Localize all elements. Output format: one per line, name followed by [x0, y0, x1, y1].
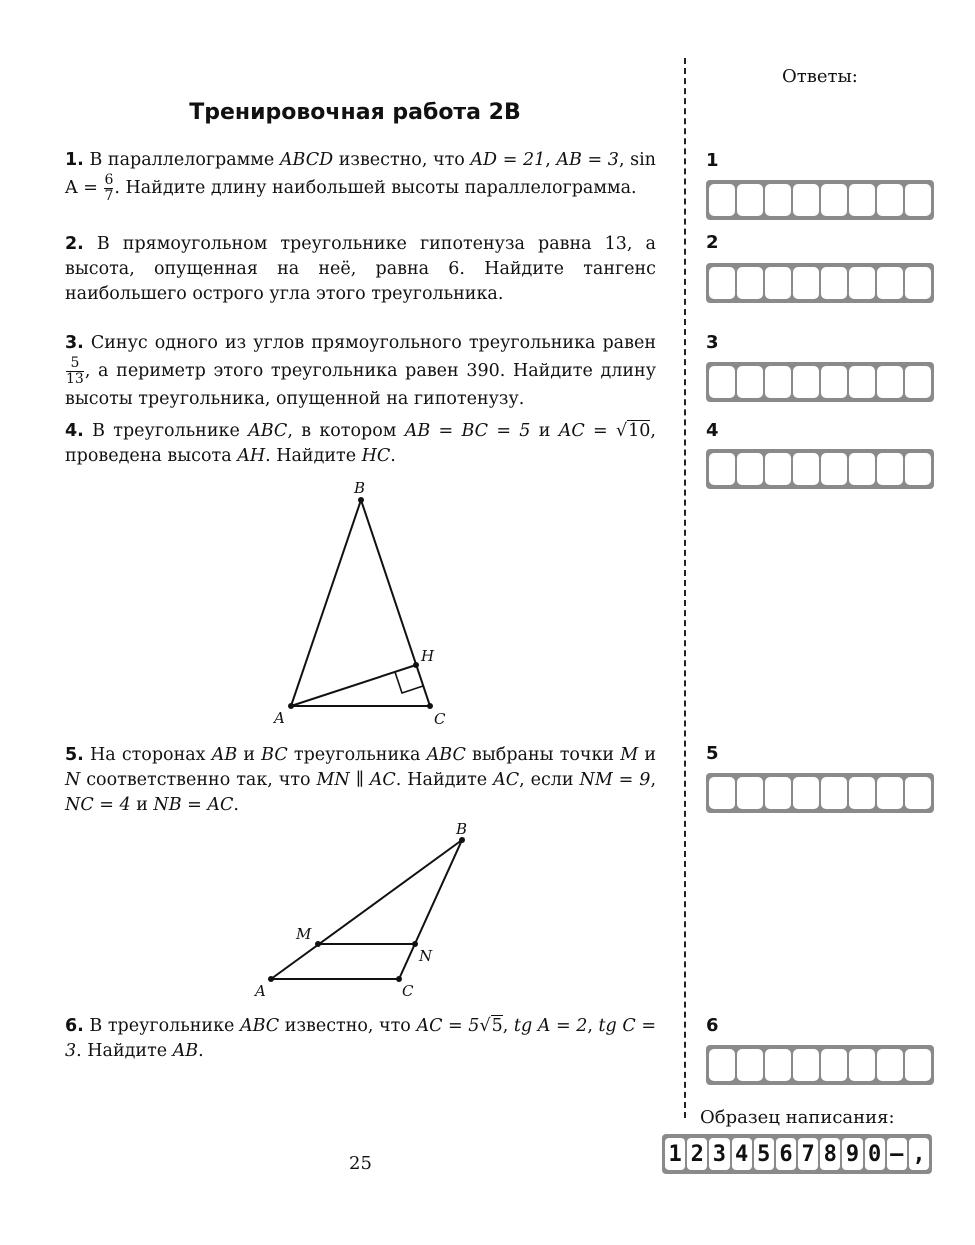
text: известно, что — [279, 1016, 417, 1036]
point-h — [413, 662, 419, 668]
math: AC — [493, 770, 520, 790]
answers-heading: Ответы: — [782, 66, 858, 87]
point-n — [412, 941, 418, 947]
problem-number: 5. — [65, 745, 84, 765]
text: , — [650, 770, 657, 790]
math: ABCD — [279, 150, 334, 170]
math: AB = 3 — [556, 150, 619, 170]
text: В треугольнике — [89, 1016, 240, 1036]
label-b: B — [354, 479, 366, 497]
answer-field-1[interactable] — [706, 180, 934, 220]
text: и — [130, 795, 154, 815]
figure-5-triangle — [245, 818, 485, 1003]
answer-cell[interactable] — [905, 267, 931, 299]
answer-cell[interactable] — [877, 453, 903, 485]
text: На сторонах — [89, 745, 212, 765]
answer-cell[interactable] — [905, 777, 931, 809]
answer-cell[interactable] — [877, 777, 903, 809]
answer-cell[interactable] — [793, 777, 819, 809]
problem-3 — [65, 331, 656, 412]
altitude-ah — [291, 665, 416, 706]
point-b — [358, 497, 364, 503]
answer-cell[interactable] — [765, 453, 791, 485]
text: , проведена высота — [65, 421, 656, 466]
math: ABC — [426, 745, 466, 765]
sample-char: 7 — [798, 1138, 818, 1170]
fraction: $\frac{5}{13}$ — [66, 355, 84, 387]
sample-char: 3 — [709, 1138, 729, 1170]
page-title: Тренировочная работа 2В — [189, 100, 521, 125]
math: ABC — [239, 1016, 280, 1036]
sample-char: 8 — [820, 1138, 840, 1170]
answer-cell[interactable] — [849, 453, 875, 485]
answer-cell[interactable] — [793, 366, 819, 398]
label-b: B — [456, 820, 468, 838]
text: В прямоугольном треугольнике гипотенуза равна 13, а высота, опущенная на неё, равна 6. Найдите тангенс наибольшего острого угла этого треугольника. — [65, 234, 656, 304]
math: NC = 4 — [65, 795, 131, 815]
text: , в котором — [287, 421, 405, 441]
point-a — [288, 703, 294, 709]
answer-label-4: 4 — [706, 420, 719, 441]
math: sin A = — [65, 150, 656, 198]
answer-cell[interactable] — [709, 777, 735, 809]
label-c: C — [434, 710, 446, 728]
point-a — [268, 976, 274, 982]
answer-cell[interactable] — [877, 267, 903, 299]
sample-char: 2 — [687, 1138, 707, 1170]
answer-field-4[interactable] — [706, 449, 934, 489]
sample-char: 6 — [776, 1138, 796, 1170]
sample-char: 1 — [665, 1138, 685, 1170]
answer-cell[interactable] — [849, 777, 875, 809]
text: и — [638, 745, 656, 765]
answer-field-6[interactable] — [706, 1045, 934, 1085]
page-number: 25 — [349, 1153, 372, 1174]
sample-char: 0 — [865, 1138, 885, 1170]
text: , — [502, 1016, 514, 1036]
sample-char: , — [909, 1138, 929, 1170]
math: 5 — [491, 1016, 503, 1036]
math: AB — [211, 745, 238, 765]
triangle-abc — [271, 840, 462, 979]
text: . Найдите длину наибольшей высоты параллелограмма. — [114, 178, 637, 198]
answer-field-5[interactable] — [706, 773, 934, 813]
math: N — [65, 770, 81, 790]
answer-cell[interactable] — [905, 366, 931, 398]
label-a: A — [274, 709, 285, 727]
answer-field-2[interactable] — [706, 263, 934, 303]
problem-number: 2. — [65, 234, 84, 254]
text: . — [233, 795, 239, 815]
problem-2 — [65, 232, 656, 307]
text: соответственно так, что — [80, 770, 317, 790]
text: . Найдите — [395, 770, 494, 790]
answer-cell[interactable] — [737, 267, 763, 299]
label-n: N — [419, 947, 433, 965]
figure-4-triangle — [260, 478, 460, 728]
answer-cell[interactable] — [849, 267, 875, 299]
text: В треугольнике — [92, 421, 249, 441]
math: 10 — [628, 421, 651, 441]
answer-cell[interactable] — [765, 267, 791, 299]
sample-char: 5 — [754, 1138, 774, 1170]
math: AD = 21 — [470, 150, 546, 170]
math: NM = 9 — [579, 770, 651, 790]
fraction: $\frac{6}{7}$ — [104, 172, 114, 204]
problem-5 — [65, 743, 656, 818]
sample-char: 9 — [842, 1138, 862, 1170]
answer-cell[interactable] — [709, 453, 735, 485]
math: HC — [361, 446, 391, 466]
math: BC — [261, 745, 288, 765]
text: известно, что — [333, 150, 471, 170]
label-h: H — [421, 647, 435, 665]
answer-label-2: 2 — [706, 232, 719, 253]
answer-cell[interactable] — [737, 453, 763, 485]
answer-cell[interactable] — [765, 366, 791, 398]
answer-cell[interactable] — [821, 184, 847, 216]
math: NB = AC — [153, 795, 234, 815]
label-c: C — [402, 982, 414, 1000]
answer-cell[interactable] — [793, 1049, 819, 1081]
answer-cell[interactable] — [905, 453, 931, 485]
answer-label-5: 5 — [706, 743, 719, 764]
answer-label-6: 6 — [706, 1015, 719, 1036]
text: . Найдите — [76, 1041, 173, 1061]
text: , если — [519, 770, 580, 790]
math: M — [620, 745, 639, 765]
text: , — [545, 150, 557, 170]
answer-cell[interactable] — [877, 366, 903, 398]
answer-cell[interactable] — [849, 366, 875, 398]
answer-label-1: 1 — [706, 150, 719, 171]
answer-label-3: 3 — [706, 332, 719, 353]
problem-number: 3. — [65, 333, 84, 353]
text: . — [198, 1041, 204, 1061]
answer-cell[interactable] — [793, 453, 819, 485]
answer-cell[interactable] — [737, 184, 763, 216]
math: AH — [237, 446, 266, 466]
sample-heading: Образец написания: — [700, 1107, 895, 1128]
dashed-divider — [684, 58, 686, 1118]
sample-char: 4 — [732, 1138, 752, 1170]
problem-6: 6. В треугольнике ABC известно, что AC = 5√5, tg A = 2, tg C = 3. Найдите AB. — [65, 1016, 656, 1061]
point-c — [427, 703, 433, 709]
problem-1: 1. В параллелограмме ABCD известно, что AD = 21, AB = 3, sin A = $\frac{6}{7}$ . Найдите длину наибольшей высоты параллелограмма. — [65, 150, 656, 204]
math: tg A = 2 — [513, 1016, 588, 1036]
text: В параллелограмме — [89, 150, 280, 170]
answer-cell[interactable] — [821, 366, 847, 398]
answer-cell[interactable] — [737, 777, 763, 809]
text: , а периметр этого треугольника равен 390. Найдите длину высоты треугольника, опущенной на гипотенузу. — [65, 361, 656, 409]
answer-cell[interactable] — [821, 267, 847, 299]
answer-cell[interactable] — [765, 777, 791, 809]
math: AC = — [558, 421, 616, 441]
answer-cell[interactable] — [849, 1049, 875, 1081]
answer-cell[interactable] — [793, 184, 819, 216]
answer-cell[interactable] — [709, 184, 735, 216]
text: . — [390, 446, 396, 466]
answer-cell[interactable] — [737, 1049, 763, 1081]
problem-4: 4. В треугольнике ABC, в котором AB = BC = 5 и AC = √10, проведена высота AH. Найдите HC. — [65, 421, 656, 466]
math: tg C = 3 — [65, 1016, 656, 1061]
math: AB = BC = 5 — [404, 421, 531, 441]
answer-cell[interactable] — [849, 184, 875, 216]
math: AC = 5 — [416, 1016, 480, 1036]
problem-number: 1. — [65, 150, 84, 170]
answer-cell[interactable] — [877, 1049, 903, 1081]
text: и — [530, 421, 559, 441]
text: , — [587, 1016, 599, 1036]
answer-cell[interactable] — [765, 184, 791, 216]
answer-cell[interactable] — [905, 184, 931, 216]
math: AB — [172, 1041, 199, 1061]
triangle-abc — [291, 500, 430, 706]
answer-cell[interactable] — [737, 366, 763, 398]
answer-cell[interactable] — [709, 1049, 735, 1081]
text: . Найдите — [265, 446, 362, 466]
answer-cell[interactable] — [793, 267, 819, 299]
answer-cell[interactable] — [905, 1049, 931, 1081]
answer-cell[interactable] — [877, 184, 903, 216]
text: треугольника — [287, 745, 427, 765]
sample-writing-box — [662, 1134, 932, 1174]
answer-cell[interactable] — [765, 1049, 791, 1081]
problem-number: 6. — [65, 1016, 84, 1036]
text: выбраны точки — [465, 745, 621, 765]
label-a: A — [255, 982, 266, 1000]
answer-cell[interactable] — [709, 267, 735, 299]
label-m: M — [296, 925, 312, 943]
answer-cell[interactable] — [709, 366, 735, 398]
math: MN ∥ AC — [316, 770, 396, 790]
answer-field-3[interactable] — [706, 362, 934, 402]
text: Синус одного из углов прямоугольного треугольника равен — [90, 333, 656, 353]
text: и — [237, 745, 262, 765]
answer-cell[interactable] — [821, 777, 847, 809]
answer-cell[interactable] — [821, 453, 847, 485]
answer-cell[interactable] — [821, 1049, 847, 1081]
sample-char: – — [887, 1138, 907, 1170]
point-m — [315, 941, 321, 947]
math: ABC — [248, 421, 288, 441]
problem-number: 4. — [65, 421, 84, 441]
